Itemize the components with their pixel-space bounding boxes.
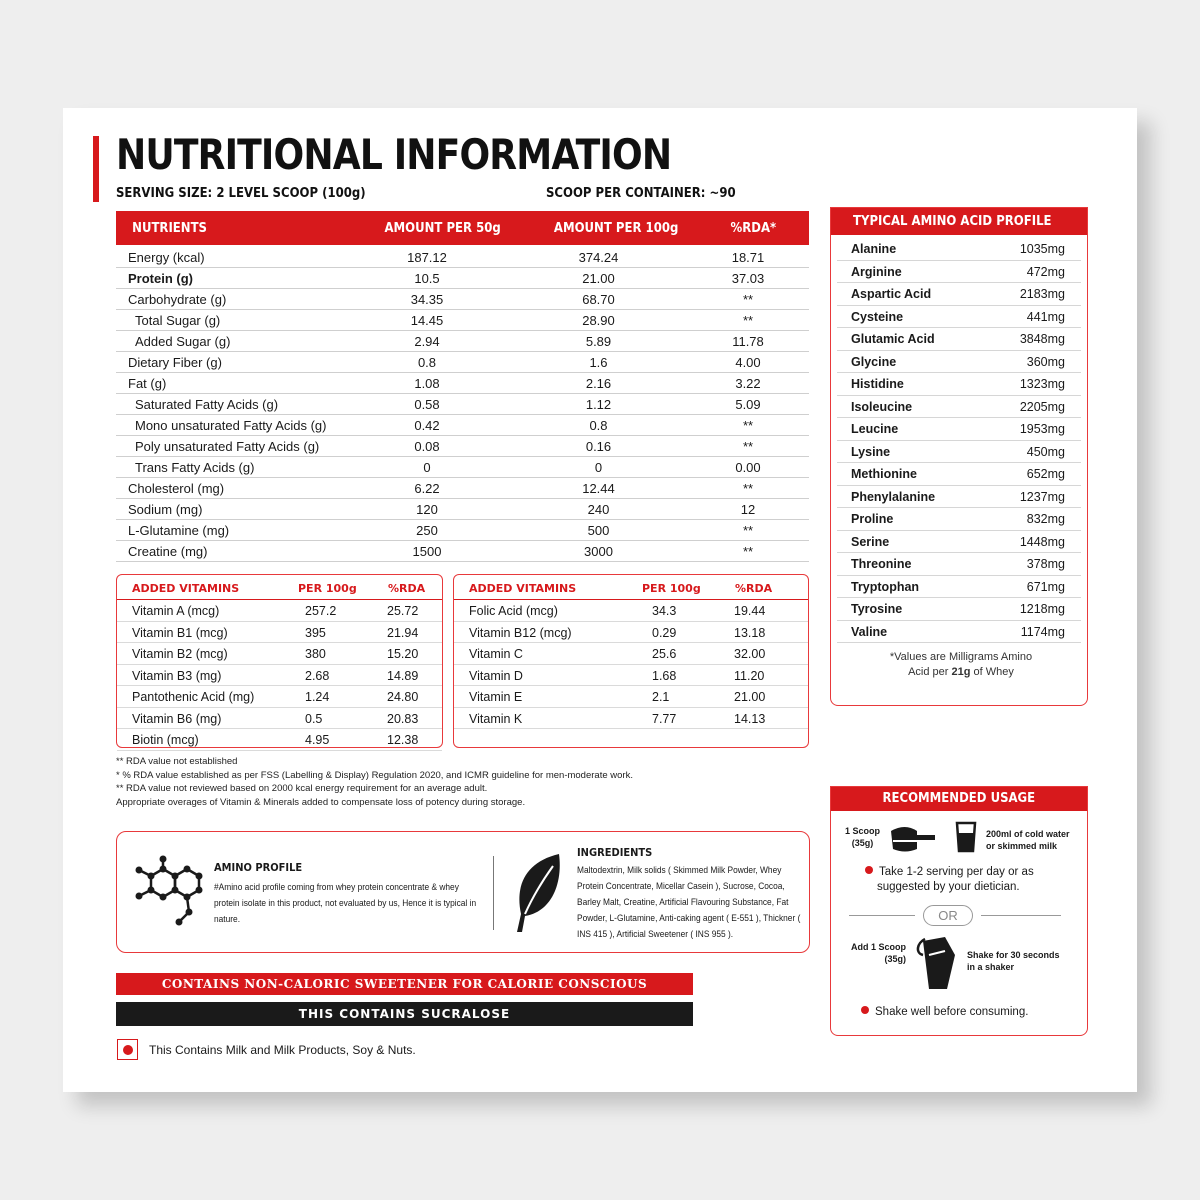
amino-acid-row — [837, 261, 1081, 284]
leaf-icon — [513, 852, 565, 934]
nutrient-name: Saturated Fatty Acids (g) — [135, 396, 279, 412]
nutrient-name: Cholesterol (mg) — [128, 480, 225, 496]
amino-acid-note: *Values are Milligrams Amino Acid per 21g of Whey — [889, 651, 1033, 678]
vitamin-rda: 32.00 — [734, 647, 766, 661]
molecule-icon — [129, 854, 209, 930]
amino-acid-value: 1174mg — [1020, 624, 1065, 639]
amino-acid-row — [837, 531, 1081, 554]
vitamin-rda: 24.80 — [387, 690, 419, 704]
vitamin-name: Vitamin C — [469, 647, 523, 661]
nutrient-row — [116, 352, 809, 373]
vitamin-name: Vitamin B3 (mg) — [132, 668, 222, 683]
amino-acid-value: 441mg — [1026, 309, 1065, 324]
amino-acid-name: Isoleucine — [851, 399, 913, 414]
ingredients-title: INGREDIENTS — [577, 846, 653, 859]
nutrient-rda: ** — [742, 417, 754, 433]
shake-label: Shake for 30 seconds in a shaker — [967, 950, 1060, 972]
amino-acid-name: Methionine — [851, 467, 917, 481]
amino-acid-value: 450mg — [1026, 444, 1065, 459]
amino-acid-value: 1035mg — [1019, 242, 1065, 256]
amino-acid-row — [837, 463, 1081, 486]
vitamin-name: Folic Acid (mcg) — [469, 604, 558, 618]
vitamins-table-right — [453, 574, 809, 748]
amino-acid-name: Tryptophan — [851, 579, 920, 594]
usage-tip-2: Shake well before consuming. — [861, 1005, 1028, 1020]
col-header-rda: %RDA* — [730, 220, 777, 236]
nutrient-per100: 21.00 — [582, 270, 615, 286]
nutrient-per100: 240 — [587, 501, 610, 517]
amino-acid-value: 671mg — [1026, 579, 1065, 594]
nutrient-row — [116, 310, 809, 331]
bullet-icon — [861, 1006, 869, 1014]
or-divider-right — [981, 915, 1061, 916]
vitamin-per100: 2.68 — [305, 668, 330, 683]
amino-acid-name: Histidine — [851, 377, 904, 391]
nutrient-row — [116, 436, 809, 457]
amino-acid-name: Threonine — [851, 557, 912, 571]
nutrient-per50: 0 — [423, 459, 431, 475]
nutrient-name: L-Glutamine (mg) — [128, 522, 230, 538]
vitamin-per100: 7.77 — [652, 711, 677, 726]
allergen-checkbox-icon — [117, 1039, 138, 1060]
vitamin-rda: 12.38 — [387, 733, 419, 747]
nutrients-table — [116, 211, 809, 562]
vitamins-left-body — [117, 600, 442, 751]
scoop-label: 1 Scoop (35g) — [845, 826, 881, 848]
nutrient-per50: 14.45 — [410, 312, 444, 328]
nutrient-rda: 4.00 — [735, 354, 761, 370]
nutrient-name: Poly unsaturated Fatty Acids (g) — [135, 438, 320, 454]
amino-acid-value: 2205mg — [1019, 399, 1065, 414]
ingredients-text: Maltodextrin, Milk solids ( Skimmed Milk Powder, Whey Protein Concentrate, Micellar Casein ), Sucrose, Cocoa, Barley Malt, Creatine, Artificial Flavouring Substance, Fat Powder, L-Glutamine, Anti-caking agent ( E-551 ), Thickner ( INS 415 ), Artificial Sweetener ( INS 955 ). — [577, 865, 801, 940]
nutrient-rda: 18.71 — [731, 249, 765, 265]
vitamins-right-body — [454, 600, 808, 729]
nutrient-per50: 120 — [416, 501, 438, 517]
vitamin-rda: 14.89 — [387, 668, 419, 683]
nutrient-per50: 1.08 — [414, 375, 440, 391]
amino-acid-value: 472mg — [1026, 264, 1065, 279]
box-divider — [493, 856, 494, 930]
vitamin-name: Vitamin D — [469, 668, 523, 683]
nutrient-rda: 5.09 — [735, 396, 761, 412]
nutrient-rda: 3.22 — [735, 375, 761, 391]
vitamin-rda: 21.94 — [387, 625, 419, 640]
footnote: ** RDA value not established — [116, 756, 238, 767]
nutrient-rda: ** — [742, 480, 754, 496]
amino-acid-value: 1953mg — [1019, 422, 1065, 436]
amino-acid-row — [837, 351, 1081, 374]
vitamin-rda: 20.83 — [387, 711, 419, 726]
vitamin-name: Vitamin A (mcg) — [132, 604, 220, 618]
nutrient-per100: 12.44 — [582, 480, 615, 496]
amino-acid-value: 832mg — [1026, 512, 1065, 526]
amino-acid-name: Leucine — [851, 422, 899, 436]
nutrient-per50: 0.08 — [414, 438, 440, 454]
vitamin-row — [454, 686, 808, 708]
amino-acid-name: Cysteine — [851, 309, 904, 324]
amino-acid-name: Valine — [851, 624, 888, 639]
allergen-note — [117, 1039, 416, 1060]
amino-acid-value: 3848mg — [1019, 332, 1065, 346]
vitamin-row — [454, 622, 808, 644]
scoop-icon — [887, 821, 937, 855]
nutrient-name: Protein (g) — [128, 270, 193, 286]
nutrient-row — [116, 394, 809, 415]
amino-acid-name: Alanine — [851, 242, 897, 256]
profile-ingredients-box — [116, 831, 810, 953]
shaker-icon — [915, 935, 963, 991]
vitamin-name: Vitamin K — [469, 711, 523, 726]
nutrient-rda: ** — [742, 291, 754, 307]
nutrient-per100: 68.70 — [582, 291, 615, 307]
vitamin-per100: 25.6 — [652, 647, 677, 661]
vitamin-rda: 13.18 — [734, 625, 766, 640]
vitamin-per100: 1.24 — [305, 690, 330, 704]
amino-acid-name: Phenylalanine — [851, 489, 936, 504]
vitamin-row — [117, 643, 442, 665]
nutrient-per100: 0.8 — [589, 417, 608, 433]
vitamin-per100: 395 — [305, 625, 326, 640]
vitamin-rda: 25.72 — [387, 604, 419, 618]
nutrient-per100: 5.89 — [585, 333, 612, 349]
amino-acid-name: Arginine — [851, 264, 902, 279]
page-title: NUTRITIONAL INFORMATION — [116, 130, 672, 179]
amino-acid-value: 652mg — [1026, 467, 1065, 481]
nutrient-per50: 0.8 — [417, 354, 437, 370]
vitamin-row — [454, 665, 808, 687]
scoop-per-container: SCOOP PER CONTAINER: ~90 — [546, 186, 736, 201]
nutrient-name: Creatine (mg) — [128, 543, 208, 559]
vitamin-name: Vitamin B1 (mcg) — [132, 625, 228, 640]
nutrient-row — [116, 520, 809, 541]
bullet-icon — [865, 866, 873, 874]
amino-acid-value: 2183mg — [1019, 287, 1065, 301]
nutrient-rda: 37.03 — [731, 270, 765, 286]
nutrient-per100: 0.16 — [585, 438, 612, 454]
nutrient-per100: 1.12 — [585, 396, 612, 412]
footnotes — [116, 755, 633, 810]
usage-tip-1: Take 1-2 serving per day or as suggested by your dietician. — [865, 865, 1034, 895]
vitamin-row — [117, 600, 442, 622]
amino-acid-value: 360mg — [1026, 354, 1065, 369]
col-header-nutrients: NUTRIENTS — [132, 220, 207, 236]
nutrient-row — [116, 499, 809, 520]
vitamin-row — [117, 708, 442, 730]
vitamin-row — [454, 643, 808, 665]
col-header-per100: AMOUNT PER 100g — [553, 220, 679, 236]
amino-acid-row — [837, 373, 1081, 396]
nutrient-row — [116, 457, 809, 478]
water-label: 200ml of cold water or skimmed milk — [986, 829, 1070, 851]
nutrient-per50: 34.35 — [410, 291, 444, 307]
vitamin-rda: 11.20 — [734, 668, 765, 683]
vitamins-left-header — [117, 575, 442, 599]
nutrient-row — [116, 541, 809, 562]
vitamin-per100: 0.5 — [305, 711, 323, 726]
nutrient-row — [116, 373, 809, 394]
amino-acid-name: Tyrosine — [851, 602, 903, 616]
or-badge: OR — [923, 905, 973, 926]
amino-acid-row — [837, 576, 1081, 599]
vitamin-row — [454, 600, 808, 622]
amino-acid-name: Lysine — [851, 444, 891, 459]
vitamin-rda: 19.44 — [734, 604, 766, 618]
footnote: * % RDA value established as per FSS (Labelling & Display) Regulation 2020, and ICMR guideline for men-moderate work. — [116, 769, 633, 781]
footnote: ** RDA value not reviewed based on 2000 kcal energy requirement for an average adult. — [116, 783, 488, 795]
nutrient-per50: 0.58 — [414, 396, 440, 412]
nutrient-per50: 6.22 — [414, 480, 440, 496]
nutrient-row — [116, 289, 809, 310]
vitamin-per100: 257.2 — [305, 604, 337, 618]
amino-acid-value: 1448mg — [1019, 534, 1065, 549]
glass-icon — [955, 821, 977, 853]
nutrient-per100: 28.90 — [582, 312, 615, 328]
add-scoop-label: Add 1 Scoop (35g) — [851, 942, 907, 964]
vitamin-row — [117, 686, 442, 708]
amino-acid-name: Glycine — [851, 354, 897, 369]
vitamin-name: Vitamin E — [469, 690, 523, 704]
vitamins-left-col-rda: %RDA — [388, 582, 426, 595]
amino-profile-text: #Amino acid profile coming from whey protein concentrate & whey protein isolate in this product, not evaluated by us, Hence it is typical in nature. — [214, 882, 477, 925]
nutrient-rda: 12 — [740, 501, 756, 517]
sweetener-banner: CONTAINS NON-CALORIC SWEETENER FOR CALORIE CONSCIOUS — [116, 973, 693, 995]
allergen-text: This Contains Milk and Milk Products, Soy & Nuts. — [149, 1042, 416, 1057]
nutrient-per50: 10.5 — [414, 270, 440, 286]
amino-acid-name: Aspartic Acid — [851, 287, 932, 301]
nutrient-rda: 11.78 — [732, 333, 764, 349]
col-header-per50: AMOUNT PER 50g — [384, 220, 501, 236]
vitamin-name: Vitamin B2 (mcg) — [132, 647, 228, 661]
amino-acid-value: 1323mg — [1019, 377, 1065, 391]
amino-acid-row — [837, 283, 1081, 306]
amino-acid-row — [837, 486, 1081, 509]
nutrient-rda: ** — [742, 522, 754, 538]
vitamin-rda: 21.00 — [734, 690, 766, 704]
amino-acid-value: 1218mg — [1019, 602, 1065, 616]
vitamins-table-left — [116, 574, 443, 748]
amino-acid-row — [837, 396, 1081, 419]
nutrient-per50: 250 — [416, 522, 438, 538]
vitamins-right-col-per: PER 100g — [642, 582, 701, 595]
amino-acid-profile-title: TYPICAL AMINO ACID PROFILE — [831, 208, 1087, 235]
nutrient-rda: ** — [742, 438, 754, 454]
sucralose-banner: THIS CONTAINS SUCRALOSE — [116, 1002, 693, 1026]
recommended-usage — [830, 786, 1088, 1036]
nutrient-per100: 374.24 — [578, 249, 619, 265]
amino-profile-title: AMINO PROFILE — [214, 861, 303, 874]
nutrient-per100: 0 — [594, 459, 603, 475]
nutrient-per100: 500 — [587, 522, 610, 538]
nutrient-row — [116, 268, 809, 289]
nutrient-per50: 0.42 — [414, 417, 440, 433]
nutrient-row — [116, 247, 809, 268]
vitamins-left-col-per: PER 100g — [298, 582, 357, 595]
amino-acid-value: 378mg — [1026, 557, 1065, 571]
nutrients-header — [116, 211, 809, 245]
amino-acid-row — [837, 621, 1081, 644]
nutrient-per50: 187.12 — [407, 249, 447, 265]
nutrients-body — [116, 247, 809, 562]
nutrient-rda: ** — [742, 312, 754, 328]
vitamins-right-col-name: ADDED VITAMINS — [469, 582, 577, 595]
vitamin-name: Biotin (mcg) — [132, 733, 199, 747]
nutrient-name: Added Sugar (g) — [135, 333, 231, 349]
nutrient-name: Mono unsaturated Fatty Acids (g) — [135, 417, 327, 433]
vitamin-row — [454, 708, 808, 730]
amino-acid-row — [837, 328, 1081, 351]
amino-acid-row — [837, 418, 1081, 441]
or-divider-left — [849, 915, 915, 916]
vitamin-name: Vitamin B6 (mg) — [132, 711, 222, 726]
vitamin-per100: 4.95 — [305, 733, 330, 747]
nutrient-rda: ** — [742, 543, 754, 559]
nutrient-name: Total Sugar (g) — [135, 312, 221, 328]
nutrient-row — [116, 331, 809, 352]
amino-acid-name: Proline — [851, 512, 894, 526]
vitamins-right-header — [454, 575, 808, 599]
nutrient-per50: 1500 — [412, 543, 442, 559]
vitamin-rda: 14.13 — [734, 711, 766, 726]
nutrient-row — [116, 478, 809, 499]
vitamin-per100: 1.68 — [652, 668, 677, 683]
recommended-usage-title: RECOMMENDED USAGE — [831, 787, 1087, 811]
vitamin-per100: 0.29 — [652, 625, 677, 640]
nutrient-name: Fat (g) — [128, 375, 167, 391]
amino-acid-row — [837, 306, 1081, 329]
vitamin-per100: 34.3 — [652, 604, 677, 618]
nutrient-per100: 2.16 — [585, 375, 612, 391]
amino-acid-profile — [830, 207, 1088, 706]
vitamin-per100: 380 — [305, 647, 326, 661]
nutrient-name: Trans Fatty Acids (g) — [135, 459, 255, 475]
amino-acid-row — [837, 553, 1081, 576]
vitamin-rda: 15.20 — [387, 647, 419, 661]
title-accent-bar — [93, 136, 99, 202]
amino-acid-row — [837, 238, 1081, 261]
vitamin-row — [117, 729, 442, 751]
vitamin-row — [117, 665, 442, 687]
nutrient-rda: 0.00 — [735, 459, 761, 475]
nutrient-name: Sodium (mg) — [128, 501, 203, 517]
nutrient-name: Dietary Fiber (g) — [128, 354, 222, 370]
nutrient-per100: 3000 — [584, 543, 613, 559]
vitamin-name: Pantothenic Acid (mg) — [132, 690, 255, 704]
amino-acid-row — [837, 508, 1081, 531]
nutrient-per100: 1.6 — [589, 354, 608, 370]
nutrient-per50: 2.94 — [414, 333, 440, 349]
vitamin-name: Vitamin B12 (mcg) — [469, 625, 572, 640]
amino-acid-value: 1237mg — [1019, 489, 1065, 504]
vitamins-right-col-rda: %RDA — [735, 582, 773, 595]
nutrient-name: Carbohydrate (g) — [128, 291, 227, 307]
amino-acid-list — [831, 238, 1087, 643]
amino-acid-row — [837, 441, 1081, 464]
vitamins-left-col-name: ADDED VITAMINS — [132, 582, 240, 595]
amino-acid-name: Glutamic Acid — [851, 332, 935, 346]
vitamin-per100: 2.1 — [652, 690, 670, 704]
nutrient-name: Energy (kcal) — [128, 249, 205, 265]
serving-size: SERVING SIZE: 2 LEVEL SCOOP (100g) — [116, 186, 366, 201]
amino-acid-name: Serine — [851, 534, 890, 549]
vitamin-row — [117, 622, 442, 644]
amino-acid-row — [837, 598, 1081, 621]
footnote: Appropriate overages of Vitamin & Minerals added to compensate loss of potency during storage. — [116, 797, 526, 809]
nutrient-row — [116, 415, 809, 436]
